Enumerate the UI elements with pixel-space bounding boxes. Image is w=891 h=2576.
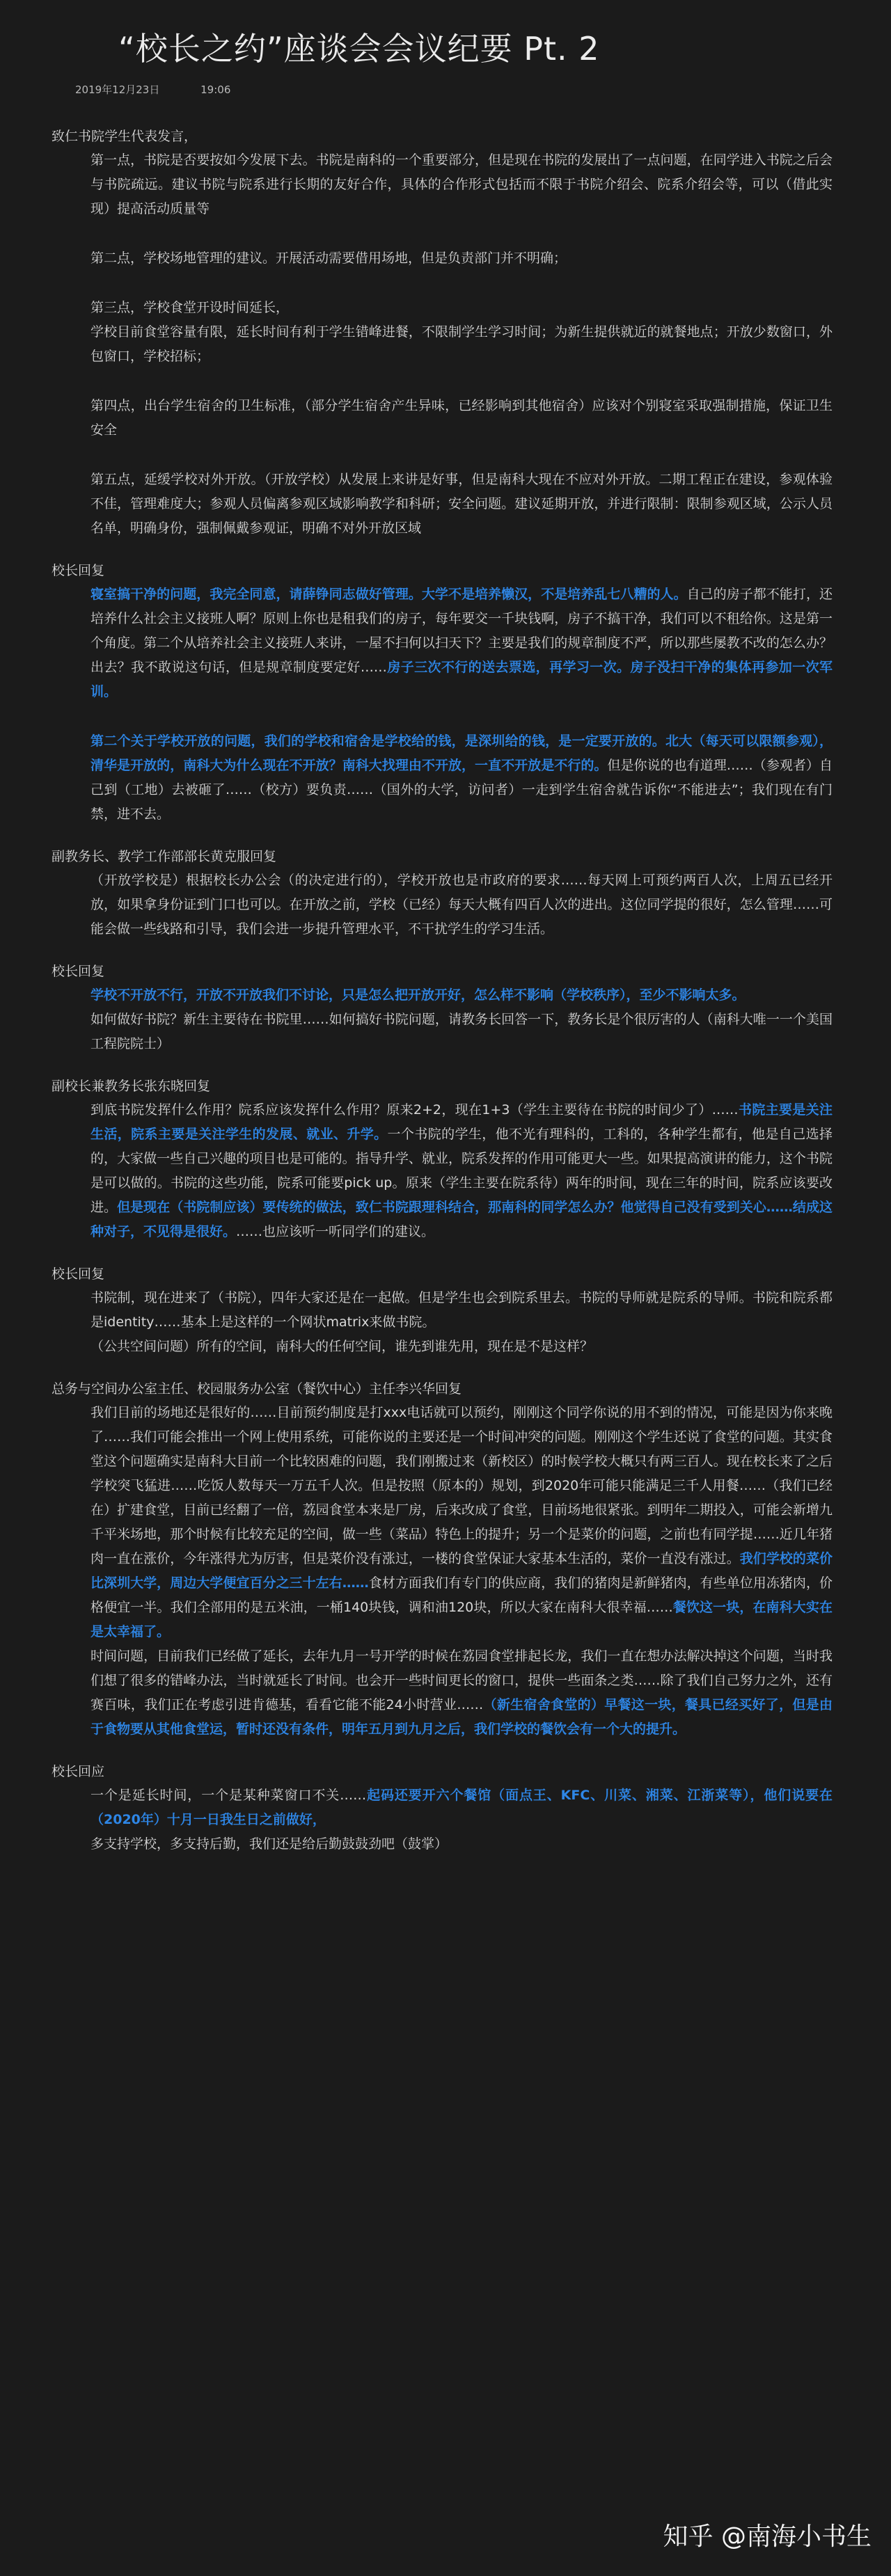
body-text: 书院制，现在进来了（书院），四年大家还是在一起做。但是学生也会到院系里去。书院的导师就是院系的导师。书院和院系都是identity……基本上是这样的一个网状matrix来做书院。 — [90, 1290, 833, 1330]
body-text: （开放学校是）根据校长办公会（的决定进行的），学校开放也是市政府的要求……每天网上可预约两百人次，上周五已经开放，如果拿身份证到门口也可以。在开放之前，学校（已经）每天大概有四百人次的进出。这位同学提的很好，怎么管理……可能会做一些线路和引导，我们会进一步提升管理水平，不干扰学生的学习生活。 — [90, 873, 833, 937]
vice-provost-heading: 副教务长、教学工作部部长黄克服回复 — [52, 849, 277, 864]
highlight-text: 起码还要开六个餐馆（面点王、KFC、川菜、湘菜、江浙菜等），他们说要在（2020年）十月一日我生日之前做好， — [90, 1788, 833, 1827]
body-text: 我们目前的场地还是很好的……目前预约制度是打xxx电话就可以预约，刚刚这个同学你说的用不到的情况，可能是因为你来晚了……我们可能会推出一个网上使用系统，可能你说的主要还是一个时间冲突的问题。刚刚这个学生还说了食堂的问题。其实食堂这个问题确实是南科大目前一个比较困难的问题，我们刚搬过来（新校区）的时候学校大概只有两三百人。现在校长来了之后学校突飞猛进……吃饭人数每天一万五千人次。但是按照（原本的）规划，到2020年可能只能满足三千人用餐……（我们已经在）扩建食堂，目前已经翻了一倍，荔园食堂本来是厂房，后来改成了食堂，目前场地很紧张。到明年二期投入，可能会新增九千平米场地，那个时候有比较充足的空间，做一些（菜品）特色上的提升；另一个是菜价的问题，之前也有同学提……近几年猪肉一直在涨价，今年涨得尤为厉害，但是菜价没有涨过，一楼的食堂保证大家基本生活的，菜价一直没有涨过。 — [90, 1405, 833, 1566]
body-text: ……也应该听一听同学们的建议。 — [236, 1224, 435, 1239]
provost-heading: 副校长兼教务长张东晓回复 — [52, 1079, 211, 1094]
point-3-title: 第三点，学校食堂开设时间延长， — [90, 300, 290, 315]
response-body — [90, 1783, 833, 1832]
point-4: 第四点，出台学生宿舍的卫生标准，（部分学生宿舍产生异味，已经影响到其他宿舍）应该对个别寝室采取强制措施，保证卫生安全 — [90, 398, 833, 438]
highlight-text: 但是现在（书院制应该）要传统的做法，致仁书院跟理科结合，那南科的同学怎么办？他觉得自己没有受到关心……结成这种对子，不见得是很好。 — [90, 1200, 833, 1239]
post-meta — [75, 82, 846, 97]
provost-reply — [52, 1098, 846, 1244]
canteen-hours — [90, 1644, 833, 1742]
body-text: 如何做好书院？新生主要待在书院里……如何搞好书院问题，请教务长回答一下，教务长是个很厉害的人（南科大唯一一个美国工程院院士） — [90, 1012, 833, 1051]
highlight-text: 第二个关于学校开放的问题，我们的学校和宿舍是学校给的钱，是深圳给的钱，是一定要开放的。北大（每天可以限额参观），清华是开放的，南科大为什么现在不开放？南科大找理由不开放，一直不开放是不行的。 — [90, 733, 833, 773]
president-reply-heading-3: 校长回复 — [52, 1266, 105, 1282]
student-speech — [52, 148, 846, 541]
body-text: 到底书院发挥什么作用？院系应该发挥什么作用？原来2+2，现在1+3（学生主要待在书院的时间少了）…… — [90, 1102, 739, 1118]
highlight-text: 寝室搞干净的问题，我完全同意，请薛铮同志做好管理。大学不是培养懒汉，不是培养乱七八糟的人。 — [90, 587, 687, 602]
reply-dorm — [90, 582, 833, 704]
body-text: 食材方面我们有专门的供应商，我们的猪肉是新鲜猪肉，有些单位用冻猪肉，价格便宜一半。我们全部用的是五米油，一桶140块钱，调和油120块，所以大家在南科大很幸福…… — [90, 1575, 833, 1615]
highlight-text: 书院主要是关注生活，院系主要是关注学生的发展、就业、升学。 — [90, 1102, 833, 1142]
point-2: 第二点，学校场地管理的建议。开展活动需要借用场地，但是负责部门并不明确； — [90, 251, 567, 266]
point-5: 第五点，延缓学校对外开放。（开放学校）从发展上来讲是好事，但是南科大现在不应对外开放。二期工程正在建设，参观体验不佳，管理难度大；参观人员偏离参观区域影响教学和科研；安全问题。建议延期开放，并进行限制：限制参观区域，公示人员名单，明确身份，强制佩戴参观证，明确不对外开放区域 — [90, 472, 833, 536]
point-3-body: 学校目前食堂容量有限，延长时间有利于学生错峰进餐，不限制学生学习时间；为新生提供就近的就餐地点；开放少数窗口，外包窗口，学校招标； — [90, 324, 833, 364]
body-text: （公共空间问题）所有的空间，南科大的任何空间，谁先到谁先用，现在是不是这样？ — [90, 1339, 594, 1354]
post-date: 2019年12月23日 — [75, 84, 160, 96]
body-text: 一个是延长时间，一个是某种菜窗口不关…… — [90, 1788, 367, 1803]
facilities-director-reply — [52, 1401, 846, 1742]
vice-provost-reply — [52, 868, 846, 941]
president-reply — [52, 582, 846, 827]
highlight-text: 房子三次不行的送去票选，再学习一次。房子没扫干净的集体再参加一次军训。 — [90, 660, 833, 699]
president-response-heading: 校长回应 — [52, 1764, 105, 1779]
facilities-director-heading: 总务与空间办公室主任、校园服务办公室（餐饮中心）主任李兴华回复 — [52, 1381, 462, 1397]
president-reply-3 — [52, 1286, 846, 1359]
president-reply-heading: 校长回复 — [52, 563, 105, 578]
highlight-text: 餐饮这一块，在南科大实在是太幸福了。 — [90, 1600, 833, 1639]
reply-open-campus — [90, 729, 833, 827]
president-reply-2 — [52, 983, 846, 1056]
highlight-text: 我们学校的菜价比深圳大学，周边大学便宜百分之三十左右…… — [90, 1551, 833, 1591]
body-text: 但是你说的也有道理……（参观者）自己到（工地）去被砸了……（校方）要负责……（国外的大学，访问者）一走到学生宿舍就告诉你“不能进去”；我们现在有门禁，进不去。 — [90, 758, 833, 822]
body-text: 多支持学校，多支持后勤，我们还是给后勤鼓鼓劲吧（鼓掌） — [90, 1836, 448, 1852]
provost-body — [90, 1098, 833, 1244]
highlight-text: 学校不开放不行，开放不开放我们不讨论，只是怎么把开放开好，怎么样不影响（学校秩序），至少不影响太多。 — [90, 987, 746, 1003]
president-response — [52, 1783, 846, 1857]
post-time: 19:06 — [200, 84, 231, 96]
body-text: 时间问题，目前我们已经做了延长，去年九月一号开学的时候在荔园食堂排起长龙，我们一直在想办法解决掉这个问题，当时我们想了很多的错峰办法，当时就延长了时间。也会开一些时间更长的窗口，提供一些面条之类……除了我们自己努力之外，还有赛百味，我们正在考虑引进肯德基，看看它能不能24小时营业…… — [90, 1648, 833, 1712]
body-text: 自己的房子都不能打，还培养什么社会主义接班人啊？原则上你也是租我们的房子，每年要交一千块钱啊，房子不搞干净，我们可以不租给你。这是第一个角度。第二个从培养社会主义接班人来讲，一屋不扫何以扫天下？主要是我们的规章制度不严，所以那些屡教不改的怎么办？出去？我不敢说这句话，但是规章制度要定好…… — [90, 587, 833, 675]
point-1: 第一点，书院是否要按如今发展下去。书院是南科的一个重要部分，但是现在书院的发展出了一点问题，在同学进入书院之后会与书院疏远。建议书院与院系进行长期的友好合作，具体的合作形式包括而不限于书院介绍会、院系介绍会等，可以（借此实现）提高活动质量等 — [90, 152, 833, 216]
body-text: 一个书院的学生，他不光有理科的，工科的，各种学生都有，他是自己选择的，大家做一些自己兴趣的项目也是可能的。指导升学、就业，院系发挥的作用可能更大一些。如果提高演讲的能力，这个书院是可以做的。书院的这些功能，院系可能要pick up。原来（学生主要在院系待）两年的时间，现在三年的时间，院系应该要改进。 — [90, 1127, 833, 1215]
zhihu-watermark: 知乎 @南海小书生 — [663, 2522, 872, 2551]
highlight-text: （新生宿舍食堂的）早餐这一块，餐具已经买好了，但是由于食物要从其他食堂运，暂时还没有条件，明年五月到九月之后，我们学校的餐饮会有一个大的提升。 — [90, 1697, 833, 1737]
canteen-body — [90, 1401, 833, 1644]
page-title: “校长之约”座谈会会议纪要 Pt. 2 — [118, 30, 600, 67]
president-reply-heading-2: 校长回复 — [52, 964, 105, 979]
student-speaker-heading: 致仁书院学生代表发言， — [52, 129, 198, 144]
